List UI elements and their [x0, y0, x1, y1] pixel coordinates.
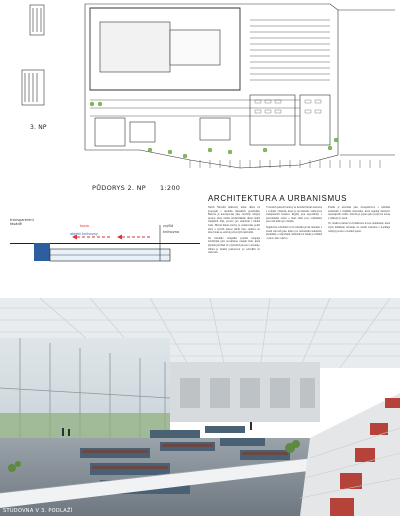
floor-plan-drawing	[0, 0, 400, 185]
section-mid-label-2: objekt knihovny	[70, 232, 98, 236]
article-col2-p2: Stupňovité schodiště tvoří centrální prvek interiéru a slouží zároveň jako místo pro neformální setkávání, přednášky a odpočinek. Materiálové řešení je střídmé - beton, sklo a dřevo.	[266, 225, 322, 240]
article-column-1	[208, 206, 260, 286]
interior-render	[0, 298, 400, 516]
article-column-2	[266, 206, 322, 286]
section-mid-label-1: teplo	[80, 224, 89, 228]
section-left-label: transparentní fasádě	[10, 218, 34, 226]
article-heading: ARCHITEKTURA A URBANISMUS	[208, 194, 348, 203]
floor-plan	[0, 0, 400, 185]
render-image	[0, 298, 400, 516]
plan-title: PŮDORYS 2. NP	[92, 184, 147, 192]
floor-label: 3. NP	[30, 124, 47, 131]
article-col1-p2: Do hlavního vstupního podlaží vstupuje návštěvník přes prosklenou vstupní halu, která plynule přechází do výstavních prostor a kavárny. Odtud je možné pokračovat po schodišti do studoven.	[208, 236, 260, 255]
render-caption: STUDOVNA V 3. PODLAŽÍ	[3, 508, 73, 514]
section-right-label-1: zvýšit	[163, 224, 174, 228]
article-col3-p2: Ve vztahu k městu tvoří knihovna novou dominantu, která svým měřítkem navazuje na okolní zástavbu a doplňuje veřejný prostor o kvalitní parter.	[328, 222, 390, 233]
article-column-3	[328, 206, 390, 286]
article-col1-p1: Návrh Národní knihovny klade důraz na propojení s okolním městským prostředím. Budova je koncipována jako otevřený veřejný prostor, který nabízí návštěvníkům různé druhy studijních míst, prostor pro setkávání i klidné čtení. Hlavní hmota stavby je orientována podél ulice a vytváří jasnou uliční čáru, zatímco do nitra bloku se otevírá pobytovým nádvořím.	[208, 206, 260, 235]
article-col2-p1: V horních patrech budovy se nachází hlavní studovna s volným výběrem, která je prosvětlena velkorysou transparentní fasádou. Regály jsou uspořádány v pravidelném rastru a mezi nimi jsou rozmístěna pracovní místa pro čtenáře.	[266, 206, 322, 224]
plan-scale: 1:200	[160, 184, 181, 192]
section-right-label-2: knihovna	[163, 230, 180, 234]
article-col3-p1: Fasáda je navržena jako dvouplášťová, s vnitřním zasklením a vnějšími slunolamy, které regulují množství dopadajícího světla. Střecha je pojata jako pobytová terasa s výhledy do okolí.	[328, 206, 390, 220]
